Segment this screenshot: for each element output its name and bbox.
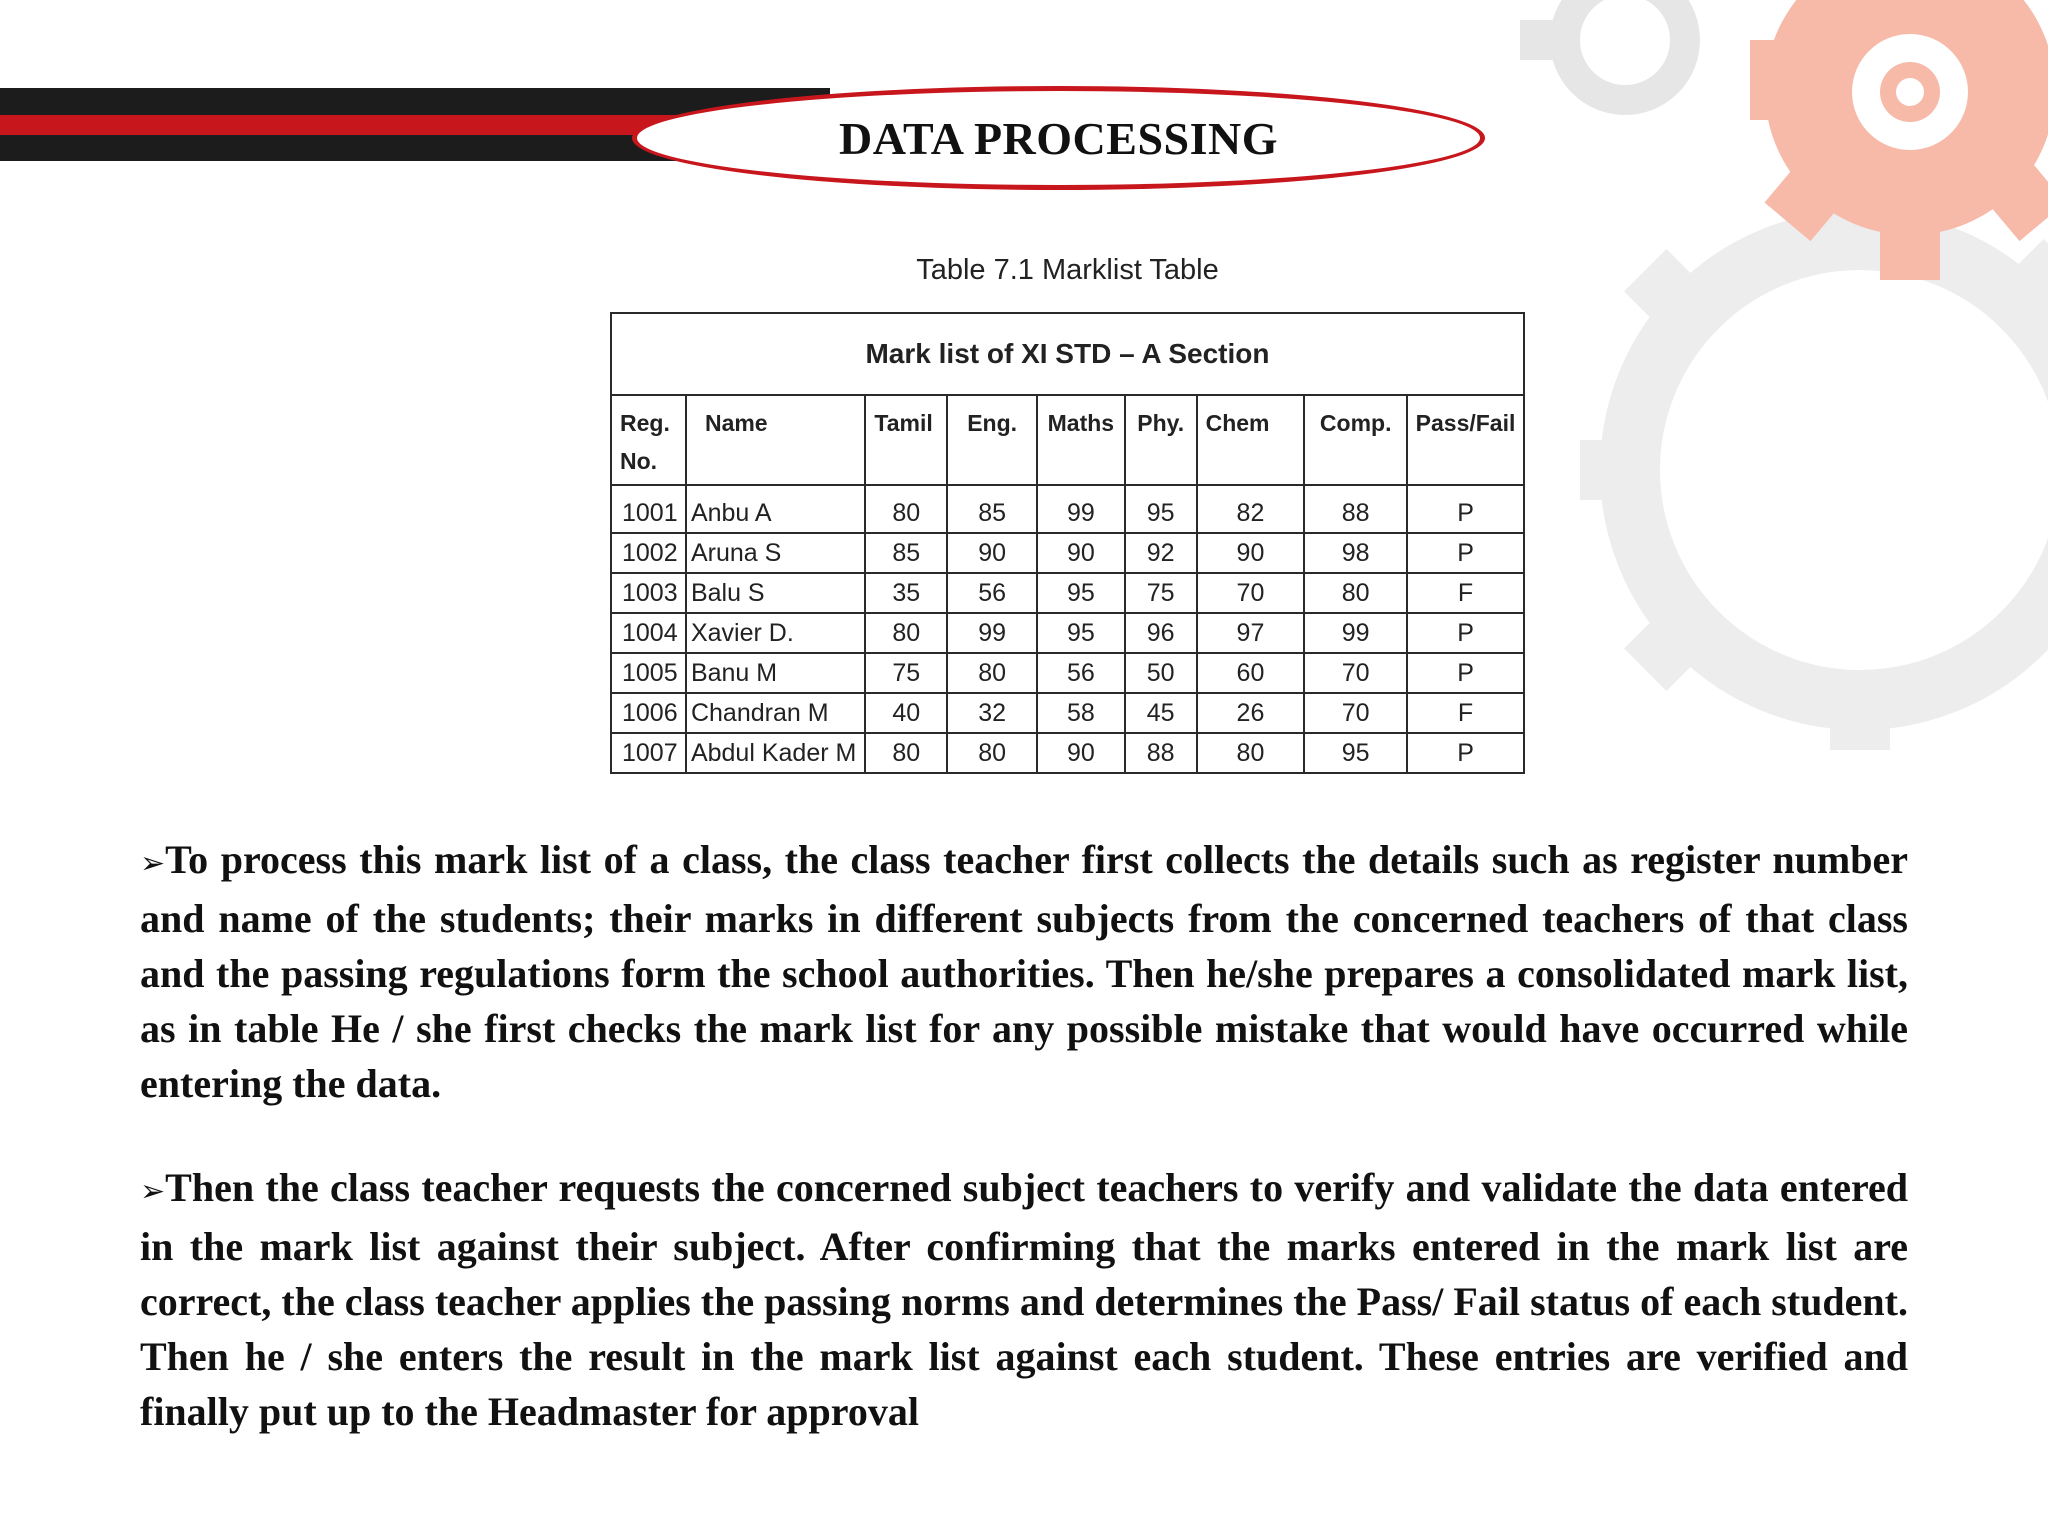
- header-bar-black-lower: [0, 135, 690, 161]
- table-row: [611, 733, 1524, 773]
- table-cell: 70: [1304, 653, 1407, 693]
- table-cell: 90: [1197, 533, 1305, 573]
- table-cell: 1003: [611, 573, 686, 613]
- table-cell: Balu S: [686, 573, 865, 613]
- table-cell: 88: [1304, 485, 1407, 533]
- table-cell: P: [1407, 533, 1524, 573]
- column-header: Pass/Fail: [1407, 395, 1524, 485]
- marklist-table: [610, 312, 1525, 774]
- title-ellipse: [632, 86, 1485, 190]
- table-cell: 32: [947, 693, 1037, 733]
- table-cell: 26: [1197, 693, 1305, 733]
- table-caption: Table 7.1 Marklist Table: [916, 254, 1219, 286]
- bullet-arrow-icon: ➢: [140, 846, 166, 881]
- table-cell: 85: [947, 485, 1037, 533]
- table-cell: 40: [865, 693, 947, 733]
- table-cell: 90: [1037, 733, 1125, 773]
- table-cell: 95: [1037, 573, 1125, 613]
- table-cell: 99: [1304, 613, 1407, 653]
- table-row: [611, 485, 1524, 533]
- table-cell: 80: [1304, 573, 1407, 613]
- paragraph-2: [140, 1160, 1908, 1439]
- table-cell: 80: [947, 733, 1037, 773]
- table-cell: 58: [1037, 693, 1125, 733]
- column-header: Comp.: [1304, 395, 1407, 485]
- table-cell: Abdul Kader M: [686, 733, 865, 773]
- table-cell: 95: [1304, 733, 1407, 773]
- column-header: Name: [686, 395, 865, 485]
- table-cell: 82: [1197, 485, 1305, 533]
- table-cell: 80: [947, 653, 1037, 693]
- table-row: [611, 693, 1524, 733]
- table-row: [611, 533, 1524, 573]
- table-cell: 70: [1304, 693, 1407, 733]
- table-cell: 95: [1037, 613, 1125, 653]
- table-cell: P: [1407, 485, 1524, 533]
- table-cell: 85: [865, 533, 947, 573]
- table-cell: 1007: [611, 733, 686, 773]
- table-row: [611, 573, 1524, 613]
- column-header: Chem: [1197, 395, 1305, 485]
- table-cell: 96: [1125, 613, 1197, 653]
- table-cell: 1002: [611, 533, 686, 573]
- column-header: Phy.: [1125, 395, 1197, 485]
- table-cell: Banu M: [686, 653, 865, 693]
- large-gray-gear-icon: [1580, 190, 2048, 750]
- table-cell: Aruna S: [686, 533, 865, 573]
- table-cell: 75: [1125, 573, 1197, 613]
- table-cell: 97: [1197, 613, 1305, 653]
- paragraph-1: [140, 832, 1908, 1111]
- table-cell: 56: [1037, 653, 1125, 693]
- table-cell: 45: [1125, 693, 1197, 733]
- table-cell: 92: [1125, 533, 1197, 573]
- column-header: Reg. No.: [611, 395, 686, 485]
- table-title: Mark list of XI STD – A Section: [611, 313, 1524, 395]
- table-cell: 35: [865, 573, 947, 613]
- table-cell: 50: [1125, 653, 1197, 693]
- table-cell: P: [1407, 653, 1524, 693]
- table-cell: 99: [1037, 485, 1125, 533]
- small-gray-gear-icon: [1520, 0, 1685, 100]
- table-cell: Xavier D.: [686, 613, 865, 653]
- table-cell: 88: [1125, 733, 1197, 773]
- table-cell: F: [1407, 693, 1524, 733]
- table-row: [611, 613, 1524, 653]
- table-cell: 90: [947, 533, 1037, 573]
- table-cell: 56: [947, 573, 1037, 613]
- column-header: Eng.: [947, 395, 1037, 485]
- table-cell: 95: [1125, 485, 1197, 533]
- table-cell: 80: [865, 733, 947, 773]
- paragraph-text: Then the class teacher requests the concerned subject teachers to verify and validate the data entered in the mark list against their subject. After confirming that the marks entered in the mark list are correct, the class teacher applies the passing norms and determines the Pass/ Fail status of each student. Then he / she enters the result in the mark list against each student. These entries are verified and finally put up to the Headmaster for approval: [140, 1165, 1908, 1434]
- table-cell: 75: [865, 653, 947, 693]
- table-cell: 1001: [611, 485, 686, 533]
- table-cell: P: [1407, 733, 1524, 773]
- table-cell: P: [1407, 613, 1524, 653]
- marklist-rows: [611, 485, 1524, 773]
- page-title: DATA PROCESSING: [838, 112, 1279, 164]
- table-cell: 98: [1304, 533, 1407, 573]
- table-cell: 1005: [611, 653, 686, 693]
- table-cell: 80: [1197, 733, 1305, 773]
- table-cell: 1004: [611, 613, 686, 653]
- paragraph-text: To process this mark list of a class, the class teacher first collects the details such as register number and name of the students; their marks in different subjects from the concerned teachers of that class and the passing regulations form the school authorities. Then he/she prepares a consolidated mark list, as in table He / she first checks the mark list for any possible mistake that would have occurred while entering the data.: [140, 837, 1908, 1106]
- table-cell: F: [1407, 573, 1524, 613]
- table-cell: 1006: [611, 693, 686, 733]
- table-row: [611, 653, 1524, 693]
- table-cell: 80: [865, 613, 947, 653]
- table-cell: Chandran M: [686, 693, 865, 733]
- table-cell: 90: [1037, 533, 1125, 573]
- table-cell: Anbu A: [686, 485, 865, 533]
- table-cell: 60: [1197, 653, 1305, 693]
- column-header: Tamil: [865, 395, 947, 485]
- bullet-arrow-icon: ➢: [140, 1174, 166, 1209]
- column-header: Maths: [1037, 395, 1125, 485]
- gear-decoration-icon: [1480, 0, 2048, 760]
- table-cell: 70: [1197, 573, 1305, 613]
- table-cell: 80: [865, 485, 947, 533]
- table-cell: 99: [947, 613, 1037, 653]
